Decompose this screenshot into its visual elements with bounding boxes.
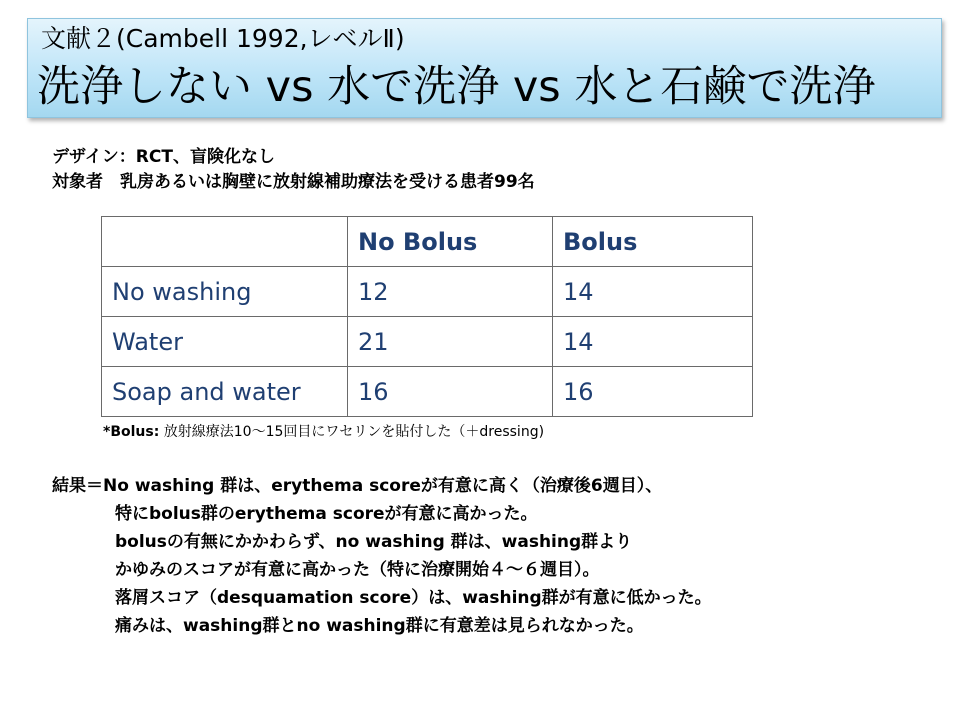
results-line: 特にbolus群のerythema scoreが有意に高かった。 bbox=[115, 504, 538, 524]
table-row bbox=[102, 317, 753, 367]
table-header-row bbox=[102, 217, 753, 267]
table-header-cell: No Bolus bbox=[348, 217, 553, 267]
results-table bbox=[101, 216, 753, 417]
footnote-text: 放射線療法10～15回目にワセリンを貼付した（＋dressing) bbox=[163, 424, 545, 440]
table-row bbox=[102, 267, 753, 317]
footnote-label: *Bolus: bbox=[103, 424, 160, 440]
study-subjects: 対象者 乳房あるいは胸壁に放射線補助療法を受ける患者99名 bbox=[52, 172, 535, 192]
slide-title: 洗浄しない vs 水で洗浄 vs 水と石鹸で洗浄 bbox=[37, 62, 876, 112]
results-line: 落屑スコア（desquamation score）は、washing群が有意に低かった。 bbox=[115, 588, 712, 608]
table-header-cell: Bolus bbox=[553, 217, 753, 267]
table-cell: Water bbox=[102, 317, 348, 367]
study-design: デザイン：RCT、盲険化なし bbox=[52, 147, 275, 167]
table-cell: 16 bbox=[553, 367, 753, 417]
table-cell: Soap and water bbox=[102, 367, 348, 417]
table-cell: 21 bbox=[348, 317, 553, 367]
table-cell: 16 bbox=[348, 367, 553, 417]
table-cell: 14 bbox=[553, 317, 753, 367]
results-line: bolusの有無にかかわらず、no washing 群は、washing群より bbox=[115, 532, 633, 552]
bolus-footnote bbox=[103, 421, 544, 443]
table-cell: 14 bbox=[553, 267, 753, 317]
table-cell: No washing bbox=[102, 267, 348, 317]
table-header-cell bbox=[102, 217, 348, 267]
table-cell: 12 bbox=[348, 267, 553, 317]
results-line: 結果＝No washing 群は、erythema scoreが有意に高く（治療後6週目）、 bbox=[52, 476, 663, 496]
results-line: かゆみのスコアが有意に高かった（特に治療開始４～６週目）。 bbox=[115, 560, 600, 580]
reference-subtitle: 文献２(Cambell 1992,レベルⅡ) bbox=[41, 24, 405, 53]
table-row bbox=[102, 367, 753, 417]
results-section bbox=[52, 472, 712, 640]
results-line: 痛みは、washing群とno washing群に有意差は見られなかった。 bbox=[115, 616, 644, 636]
title-banner bbox=[27, 18, 942, 118]
